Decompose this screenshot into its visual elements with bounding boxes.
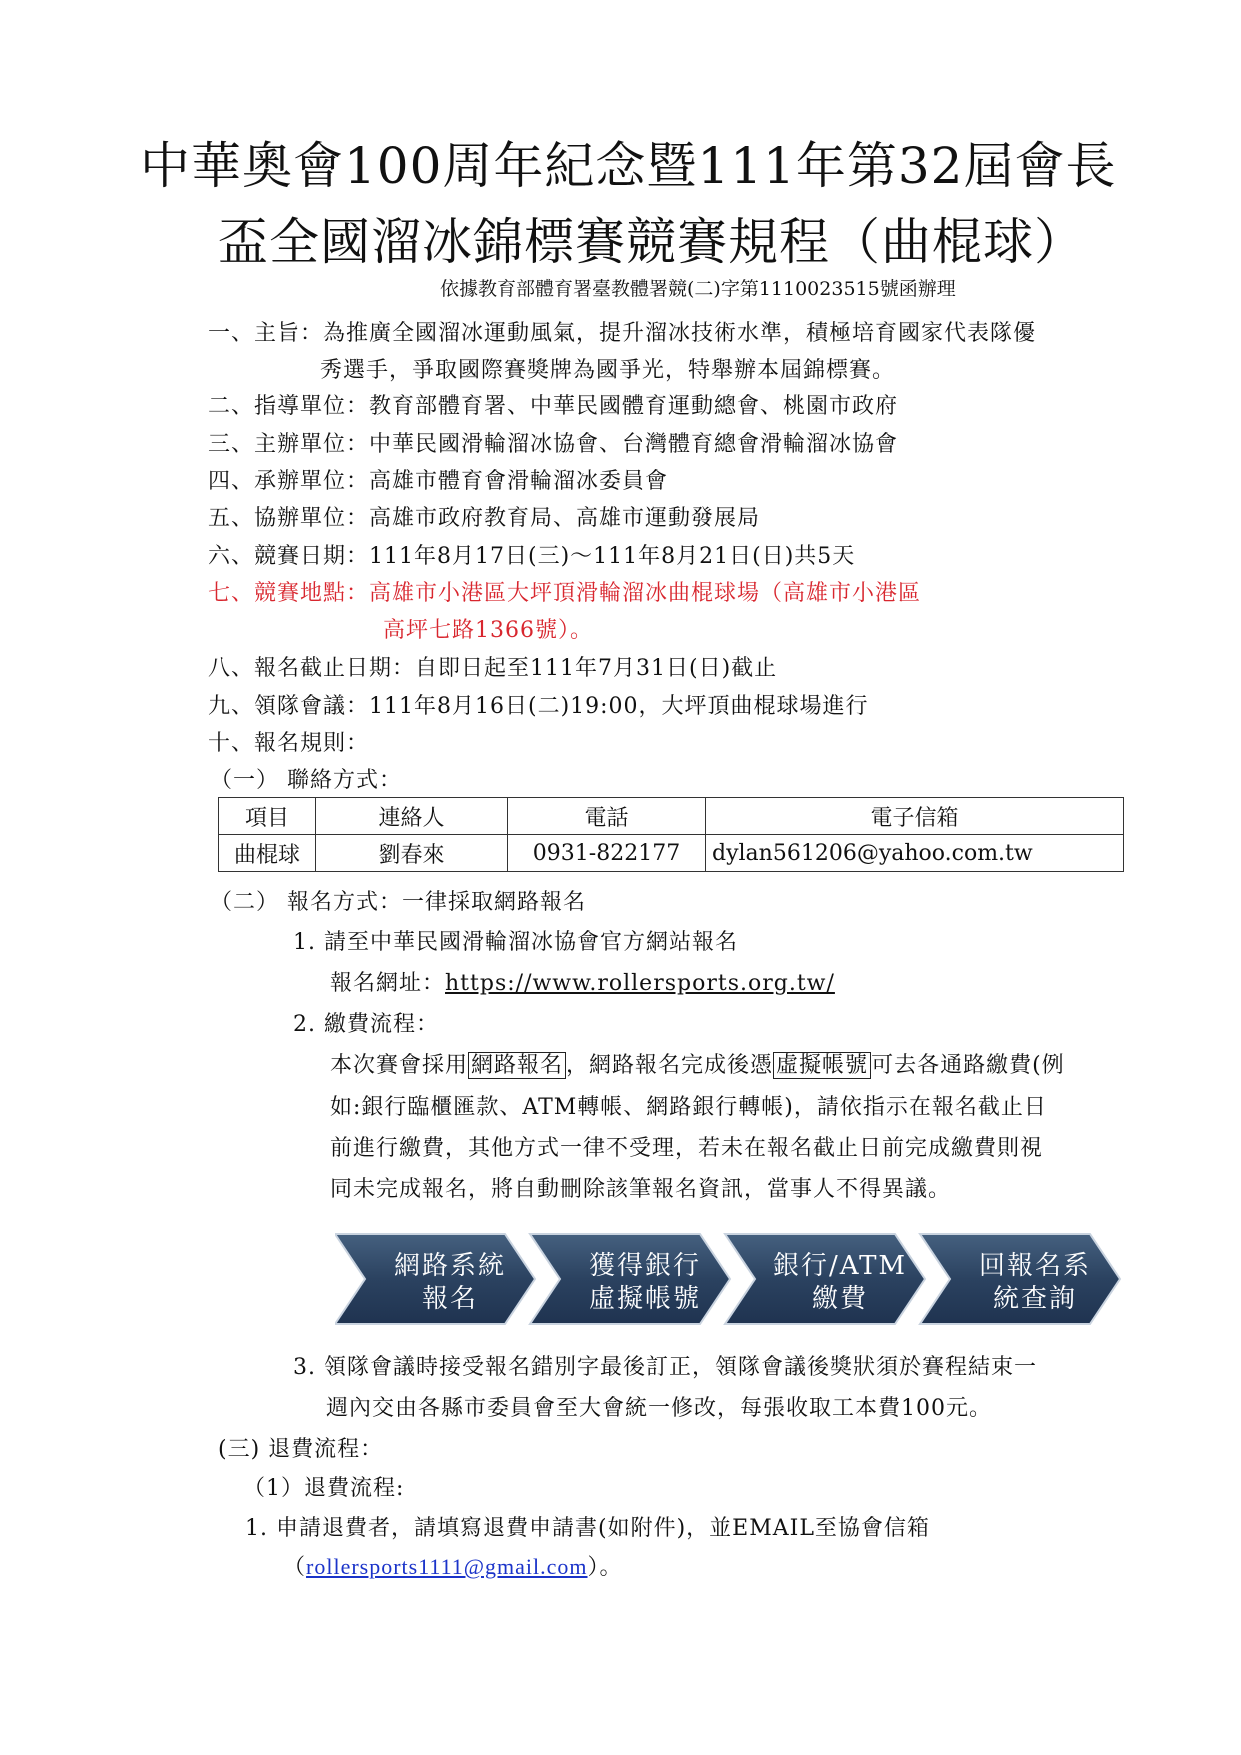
flow-step-2-line-2: 虛擬帳號 xyxy=(588,1284,701,1314)
item-3: 三、主辦單位：中華民國滑輪溜冰協會、台灣體育總會滑輪溜冰協會 xyxy=(208,432,899,457)
flow-step-3-line-2: 繳費 xyxy=(811,1284,868,1314)
registration-step-3-line-2: 週內交由各縣市委員會至大會統一修改，每張收取工本費100元。 xyxy=(326,1396,992,1421)
registration-url-link[interactable]: https://www.rollersports.org.tw/ xyxy=(445,971,835,996)
refund-email-link[interactable]: rollersports1111@gmail.com xyxy=(306,1554,588,1579)
payment-paragraph-line-2: 如:銀行臨櫃匯款、ATM轉帳、網路銀行轉帳)，請依指示在報名截止日 xyxy=(330,1095,1047,1120)
item-7-line-2: 高坪七路1366號）。 xyxy=(383,618,593,643)
title-line-2: 盃全國溜冰錦標賽競賽規程（曲棍球） xyxy=(218,213,1085,271)
payment-text-a3: 可去各通路繳費(例 xyxy=(871,1053,1065,1078)
payment-text-a1: 本次賽會採用 xyxy=(330,1053,469,1078)
payment-text-a2: ，網路報名完成後憑 xyxy=(566,1053,774,1078)
boxed-term-online-registration: 網路報名 xyxy=(468,1052,566,1079)
boxed-term-virtual-account: 虛擬帳號 xyxy=(773,1052,871,1079)
contact-table-row xyxy=(219,835,1124,872)
item-6: 六、競賽日期：111年8月17日(三)～111年8月21日(日)共5天 xyxy=(208,544,856,569)
refund-email-open: （ xyxy=(283,1555,307,1580)
document-basis: 依據教育部體育署臺教體署競(二)字第1110023515號函辦理 xyxy=(440,278,956,300)
flow-step-4-line-2: 統查詢 xyxy=(992,1284,1077,1314)
item-4: 四、承辦單位：高雄市體育會滑輪溜冰委員會 xyxy=(208,469,669,494)
flow-step-4-line-1: 回報名系 xyxy=(978,1251,1091,1281)
item-7-line-1: 七、競賽地點：高雄市小港區大坪頂滑輪溜冰曲棍球場（高雄市小港區 xyxy=(208,581,922,606)
item-9: 九、領隊會議：111年8月16日(二)19:00，大坪頂曲棍球場進行 xyxy=(208,694,869,719)
cell-contact-person: 劉春來 xyxy=(316,835,508,872)
item-1-line-2: 秀選手，爭取國際賽獎牌為國爭光，特舉辦本屆錦標賽。 xyxy=(320,358,896,383)
payment-paragraph-line-3: 前進行繳費，其他方式一律不受理，若未在報名截止日前完成繳費則視 xyxy=(330,1136,1044,1161)
title-line-1: 中華奧會100周年紀念暨111年第32屆會長 xyxy=(140,137,1117,195)
registration-step-3-line-1: 3. 領隊會議時接受報名錯別字最後訂正，領隊會議後獎狀須於賽程結束一 xyxy=(293,1355,1037,1380)
refund-heading: (三) 退費流程： xyxy=(218,1437,384,1462)
refund-email-close: ）。 xyxy=(587,1555,623,1580)
registration-step-2: 2. 繳費流程： xyxy=(293,1012,439,1037)
contact-table xyxy=(218,797,1124,872)
header-cell-email: 電子信箱 xyxy=(706,798,1124,835)
flow-step-1-line-2: 報名 xyxy=(421,1284,478,1314)
refund-item-1: 1. 申請退費者，請填寫退費申請書(如附件)，並EMAIL至協會信箱 xyxy=(245,1516,930,1541)
cell-item: 曲棍球 xyxy=(219,835,316,872)
registration-heading: （二） 報名方式：一律採取網路報名 xyxy=(210,890,586,915)
header-cell-item: 項目 xyxy=(219,798,316,835)
flow-step-2-label xyxy=(565,1250,725,1316)
flow-step-1-line-1: 網路系統 xyxy=(393,1251,506,1281)
registration-url-line xyxy=(330,966,835,997)
item-8: 八、報名截止日期：自即日起至111年7月31日(日)截止 xyxy=(208,656,778,681)
cell-email: dylan561206@yahoo.com.tw xyxy=(706,835,1124,872)
flow-step-4-label xyxy=(955,1250,1115,1316)
registration-url-label: 報名網址： xyxy=(330,971,446,996)
flow-step-1-label xyxy=(370,1250,530,1316)
header-cell-contact-person: 連絡人 xyxy=(316,798,508,835)
header-cell-phone: 電話 xyxy=(508,798,706,835)
refund-email-line xyxy=(283,1550,623,1581)
payment-paragraph-line-1 xyxy=(330,1048,1065,1079)
contact-heading: （一） 聯絡方式： xyxy=(210,768,402,793)
contact-table-header-row xyxy=(219,798,1124,835)
payment-paragraph-line-4: 同未完成報名，將自動刪除該筆報名資訊，當事人不得異議。 xyxy=(330,1177,952,1202)
item-10: 十、報名規則： xyxy=(208,731,370,756)
flow-step-3-label xyxy=(760,1250,920,1316)
item-2: 二、指導單位：教育部體育署、中華民國體育運動總會、桃園市政府 xyxy=(208,394,899,419)
flow-step-3-line-1: 銀行/ATM xyxy=(772,1251,908,1281)
item-1-line-1: 一、主旨：為推廣全國溜冰運動風氣，提升溜冰技術水準，積極培育國家代表隊優 xyxy=(208,321,1037,346)
flow-step-2-line-1: 獲得銀行 xyxy=(588,1251,701,1281)
item-5: 五、協辦單位：高雄市政府教育局、高雄市運動發展局 xyxy=(208,506,761,531)
registration-step-1: 1. 請至中華民國滑輪溜冰協會官方網站報名 xyxy=(293,930,738,955)
cell-phone: 0931-822177 xyxy=(508,835,706,872)
refund-subheading: （1）退費流程: xyxy=(243,1476,405,1501)
